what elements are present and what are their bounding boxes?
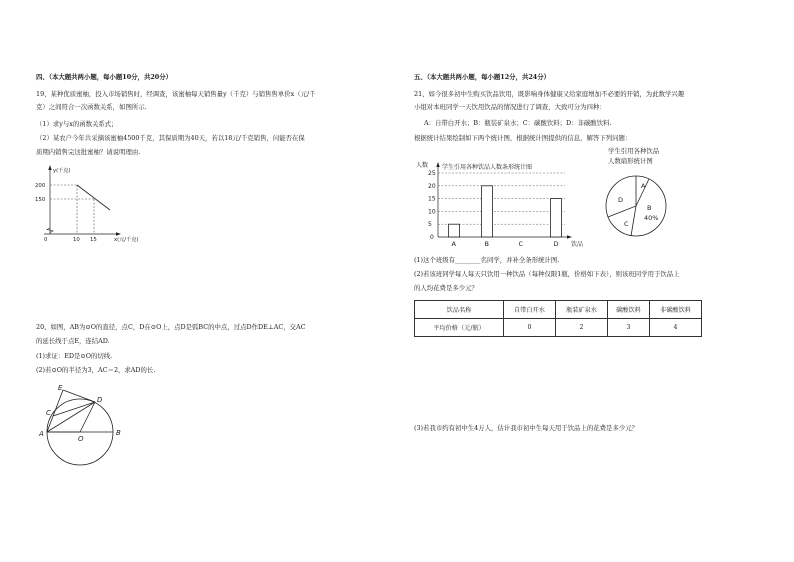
- q20-part1: (1)求证：ED是⊙O的切线.: [36, 352, 113, 360]
- bar-category-label: A: [451, 240, 456, 248]
- pie-chart-title-line2: 人数扇形统计图: [608, 157, 653, 165]
- table-cell: 2: [556, 319, 608, 337]
- bar-category-label: B: [484, 240, 489, 248]
- origin-label: 0: [44, 237, 48, 243]
- bar-y-tick-label: 20: [428, 182, 436, 190]
- bar-category-label: D: [553, 240, 559, 248]
- bar-a: [449, 224, 460, 237]
- label-e: E: [58, 384, 63, 392]
- x-tick-10: 10: [73, 237, 80, 243]
- table-cell: 3: [608, 319, 650, 337]
- bar-x-axis-arrow: [567, 235, 572, 238]
- q19-text-line2: 克）之间符合一次函数关系，如图所示.: [36, 103, 147, 111]
- table-header-cell: 自带白开水: [504, 301, 556, 319]
- label-a: A: [39, 430, 44, 438]
- function-line: [77, 185, 110, 210]
- q21-part3: (3)若我市约有初中生4万人，估计我市初中生每天用于饮品上的花费是多少元？: [414, 424, 639, 432]
- bar-y-axis-arrow: [436, 162, 439, 167]
- q21-text-line1: 21、如今很多初中生购买饮品饮用，既影响身体健康又给家庭增加不必要的开销，为此数学兴趣: [414, 90, 685, 98]
- price-table: [414, 300, 702, 337]
- bar-d: [551, 199, 562, 237]
- pie-label-b: B: [647, 204, 652, 212]
- table-header-cell: 瓶装矿泉水: [556, 301, 608, 319]
- pie-divider-bc: [631, 206, 636, 236]
- bar-y-tick-label: 25: [428, 170, 436, 177]
- bar-chart: [414, 155, 599, 250]
- y-axis-arrow: [48, 165, 51, 170]
- table-cell: 0: [504, 319, 556, 337]
- y-tick-200: 200: [35, 183, 46, 189]
- q19-part1: （1）求y与x的函数关系式；: [36, 120, 118, 128]
- y-axis-label: y(千克): [53, 168, 71, 174]
- table-header-cell: 非碳酸饮料: [649, 301, 701, 319]
- table-header-cell: 碳酸饮料: [608, 301, 650, 319]
- q19-text-line1: 19、某种优质蜜柚，投入市场销售时，经调查，该蜜柚每天销售量y（千克）与销售售单价x（元/千: [36, 90, 316, 98]
- pie-divider-cd: [608, 206, 636, 217]
- q21-options: A：自带白开水；B：瓶装矿泉水；C：碳酸饮料；D：非碳酸饮料.: [424, 119, 612, 127]
- pie-chart-title-line1: 学生引用各种饮品: [608, 147, 660, 155]
- label-c: C: [46, 409, 51, 417]
- x-tick-15: 15: [90, 237, 97, 243]
- pie-chart: [600, 170, 675, 242]
- q20-text-line1: 20、如图，AB为⊙O的直径，点C，D在⊙O上，点D是弧BC的中点，过点D作DE⊥AC，交AC: [36, 323, 306, 331]
- bar-chart-title: 学生引用各种饮品人数条形统计图: [442, 164, 533, 171]
- bar-y-tick-label: 10: [428, 208, 436, 216]
- table-cell: 4: [649, 319, 701, 337]
- q21-text-line2: 小组对本班同学一天饮用饮品的情况进行了调查，大致可分为四种：: [414, 103, 606, 111]
- q21-part2-line2: 的人均花费是多少元？: [414, 284, 478, 292]
- q21-part1: (1)这个班级有________名同学，并补全条形统计图.: [414, 256, 560, 264]
- pie-label-c: C: [624, 220, 629, 228]
- pie-label-d: D: [618, 196, 624, 204]
- q21-stats-note: 根据统计结果绘制如下两个统计图，根据统计图提供的信息，解答下列问题：: [414, 134, 632, 142]
- x-axis-label: x(元/千克): [114, 237, 139, 243]
- section-5-title: 五、（本大题共两小题，每小题12分，共24分）: [414, 73, 551, 81]
- label-b: B: [116, 429, 121, 437]
- section-4-title: 四、（本大题共两小题，每小题10分，共20分）: [36, 73, 173, 81]
- q20-part2: (2)若⊙O的半径为3，AC＝2，求AD的长.: [36, 366, 156, 374]
- table-header-cell: 饮品名称: [415, 301, 504, 319]
- q19-part2-line2: 质期内销售完这批蜜柚？请说明理由.: [36, 148, 141, 156]
- q21-part2-line1: (2)若该班同学每人每天只饮用一种饮品（每种仅限1瓶，价格如下表），则该班同学用于饮品上: [414, 270, 680, 278]
- q20-text-line2: 的延长线于点E，连结AD.: [36, 337, 110, 345]
- bar-chart-xlabel: 饮品: [571, 241, 584, 248]
- bar-chart-ylabel: 人数: [416, 162, 429, 169]
- line-ed: [63, 390, 95, 402]
- bar-y-tick-label: 0: [430, 234, 434, 241]
- pie-label-b-percent: 40%: [644, 214, 659, 222]
- label-o: O: [78, 435, 84, 443]
- bar-y-tick-label: 5: [428, 221, 432, 229]
- q20-circle-diagram: [38, 380, 133, 465]
- x-axis-arrow: [116, 232, 121, 235]
- pie-label-a: A: [641, 182, 646, 190]
- label-d: D: [97, 396, 103, 404]
- bar-category-label: C: [518, 240, 524, 248]
- table-cell: 平均价格（元/瓶）: [415, 319, 504, 337]
- bar-y-tick-label: 15: [428, 195, 436, 203]
- q19-function-graph: [30, 162, 160, 244]
- price-table-row: [415, 319, 702, 337]
- bar-b: [482, 186, 493, 237]
- y-tick-150: 150: [35, 197, 46, 203]
- price-table-header-row: [415, 301, 702, 319]
- q19-part2-line1: （2）某农户今年共采摘该蜜柚4500千克，其保质期为40天，若以18元/千克销售，问能否在保: [36, 134, 305, 142]
